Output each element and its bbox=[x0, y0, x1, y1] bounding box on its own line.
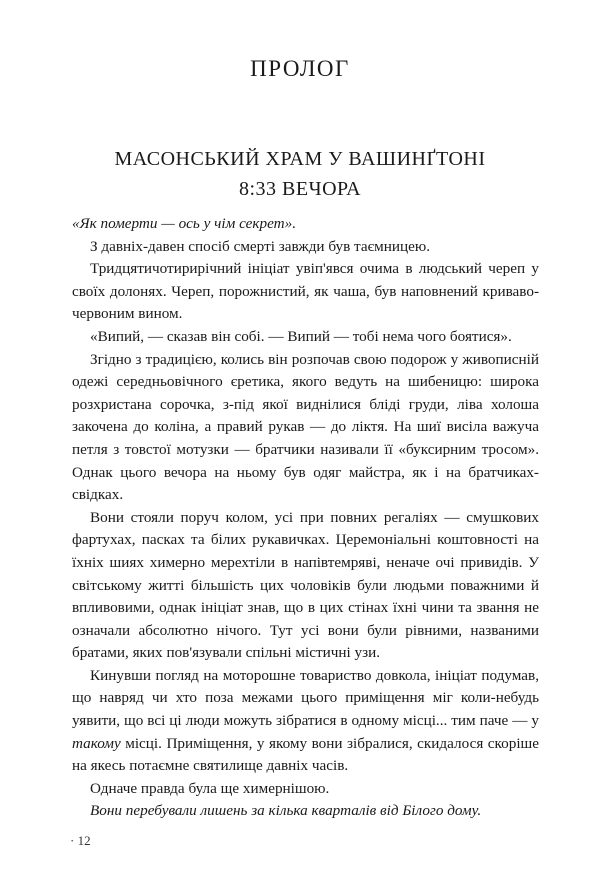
paragraph: «Випий, — сказав він собі. — Випий — тобі нема чого боятися». bbox=[90, 327, 512, 345]
paragraph: Вони стояли поруч колом, усі при повних регаліях — смушкових фартухах, пасках та білих рукавичках. Церемоніальні коштовності на їхніх шиях химерно мерехтіли в напівтемряві, неначе очі привидів. У світському житті більшість цих чоловіків були людьми поважними й впливовими, однак ініціат знав, що в цих стінах їхні чини та звання не означали абсолютно нічого. Тут усі вони були рівними, названими братами, яких пов'язували спільні містичні узи. bbox=[72, 508, 539, 662]
chapter-title: ПРОЛОГ bbox=[250, 56, 350, 81]
body-text bbox=[72, 213, 539, 823]
paragraph: Згідно з традицією, колись він розпочав свою подорож у живописній одежі середньовічного єретика, якого ведуть на шибеницю: широка розхристана сорочка, з-під якої виднілися бліді груди, ліва холоша закочена до коліна, а правий рукав — до ліктя. На шиї висіла важуча петля з товстої мотузки — братчики називали її «буксирним тросом». Однак цього вечора на ньому був одяг майстра, як і на братчиках-свідках. bbox=[72, 350, 539, 504]
paragraph-closing: Вони перебували лишень за кілька кварталів від Білого дому. bbox=[90, 802, 482, 820]
section-heading-location: МАСОНСЬКИЙ ХРАМ У ВАШИНҐТОНІ bbox=[114, 148, 486, 170]
emphasis-text: такому bbox=[72, 734, 121, 752]
paragraph-epigraph: «Як померти — ось у чім секрет». bbox=[72, 215, 296, 232]
paragraph: Тридцятичотирирічний ініціат увіп'явся очима в людський череп у своїх долонях. Череп, порожнистий, як чаша, був наповнений криваво-червоним вином. bbox=[72, 260, 539, 323]
section-heading-time: 8:33 ВЕЧОРА bbox=[238, 178, 362, 200]
paragraph: З давніх-давен спосіб смерті завжди був таємницею. bbox=[90, 237, 431, 255]
paragraph-text: місці. Приміщення, у якому вони зібралися, скидалося скоріше на якесь потаємне святилище давніх часів. bbox=[72, 734, 539, 775]
paragraph bbox=[72, 665, 539, 778]
paragraph-text: Кинувши погляд на моторошне товариство довкола, ініціат подумав, що навряд чи хто поза межами цього приміщення міг коли-небудь уявити, що всі ці люди можуть зібратися в одному місці... тим паче — у bbox=[72, 666, 539, 730]
paragraph: Одначе правда була ще химернішою. bbox=[90, 779, 330, 797]
page-number: · 12 bbox=[70, 833, 91, 848]
